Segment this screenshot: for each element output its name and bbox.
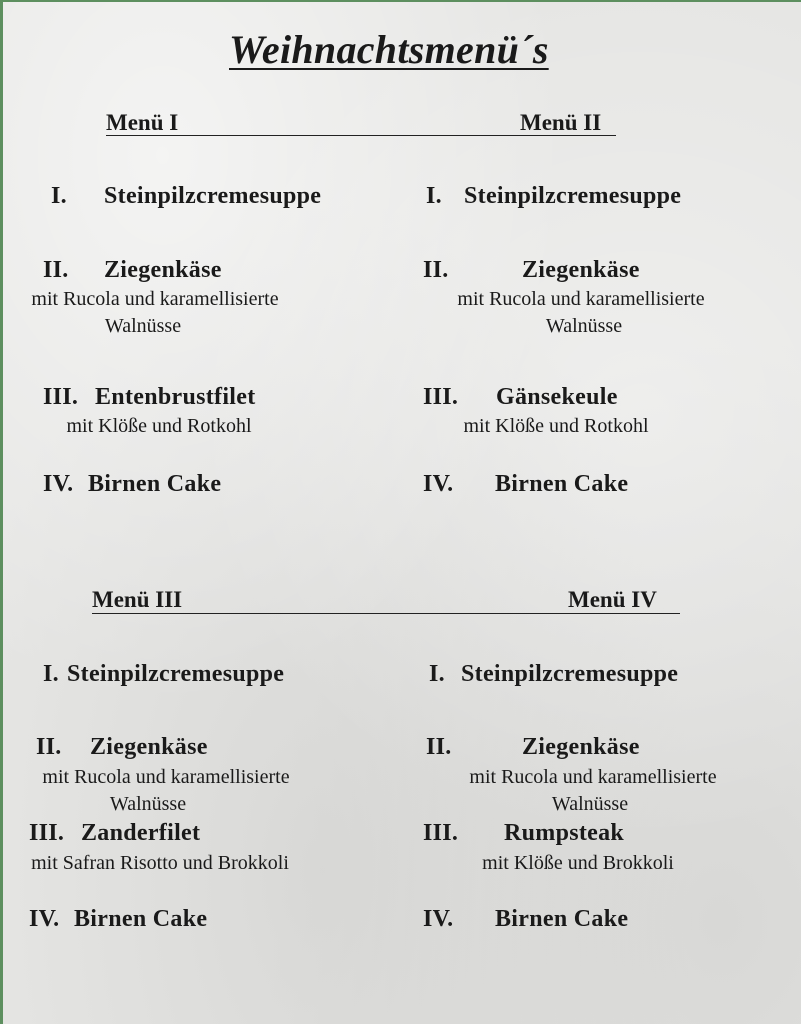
menu-3-course-4-number: IV.	[29, 906, 60, 932]
page-title: Weihnachtsmenü´s	[229, 27, 549, 72]
menu-3-course-3-desc-1: mit Safran Risotto und Brokkoli	[31, 852, 289, 874]
header-rule-bottom	[92, 613, 680, 614]
menu-2-course-2-desc-1: mit Rucola und karamellisierte	[457, 288, 705, 310]
menu-3-header: Menü III	[92, 587, 183, 612]
menu-1-course-1-dish: Steinpilzcremesuppe	[104, 183, 322, 209]
menu-2-course-1-number: I.	[426, 183, 442, 209]
menu-1-course-2-number: II.	[43, 257, 69, 283]
menu-4-course-3-number: III.	[423, 820, 459, 846]
menu-4-course-1-dish: Steinpilzcremesuppe	[461, 661, 679, 687]
menu-4-course-3-dish: Rumpsteak	[504, 820, 625, 846]
menu-2-course-3-desc-1: mit Klöße und Rotkohl	[463, 415, 649, 437]
menu-4-course-2-desc-2: Walnüsse	[551, 793, 629, 815]
menu-1-course-1-number: I.	[51, 183, 67, 209]
menu-4-course-1-number: I.	[429, 661, 445, 687]
menu-2-course-2-dish: Ziegenkäse	[522, 257, 640, 283]
menu-1-course-3-number: III.	[43, 384, 79, 410]
menu-3-course-1-number: I.	[43, 661, 59, 687]
menu-4-course-3-desc-1: mit Klöße und Brokkoli	[482, 852, 674, 874]
menu-3-course-3-number: III.	[29, 820, 65, 846]
menu-1-course-2-desc-1: mit Rucola und karamellisierte	[31, 288, 279, 310]
menu-1-course-4-number: IV.	[43, 471, 74, 497]
menu-1-course-3-dish: Entenbrustfilet	[95, 384, 256, 410]
menu-1-course-2-desc-2: Walnüsse	[104, 315, 182, 337]
header-rule-top	[106, 135, 616, 136]
menu-4-header: Menü IV	[568, 587, 657, 612]
menu-1-course-3-desc-1: mit Klöße und Rotkohl	[66, 415, 252, 437]
menu-2-header: Menü II	[520, 110, 602, 135]
menu-4-course-4-number: IV.	[423, 906, 454, 932]
menu-3-course-3-dish: Zanderfilet	[81, 820, 201, 846]
menu-1-course-2-dish: Ziegenkäse	[104, 257, 222, 283]
menu-2-course-2-desc-2: Walnüsse	[545, 315, 623, 337]
menu-3-course-2-desc-2: Walnüsse	[109, 793, 187, 815]
menu-3-course-2-number: II.	[36, 734, 62, 760]
menu-4-course-2-number: II.	[426, 734, 452, 760]
menu-1-course-4-dish: Birnen Cake	[88, 471, 222, 497]
menu-3-course-2-desc-1: mit Rucola und karamellisierte	[42, 766, 290, 788]
menu-3-course-2-dish: Ziegenkäse	[90, 734, 208, 760]
menu-4-course-2-desc-1: mit Rucola und karamellisierte	[469, 766, 717, 788]
menu-4-course-2-dish: Ziegenkäse	[522, 734, 640, 760]
menu-2-course-3-dish: Gänsekeule	[496, 384, 618, 410]
menu-1-header: Menü I	[106, 110, 179, 135]
menu-3-course-4-dish: Birnen Cake	[74, 906, 208, 932]
menu-3-course-1-dish: Steinpilzcremesuppe	[67, 661, 285, 687]
menu-2-course-3-number: III.	[423, 384, 459, 410]
menu-2-course-2-number: II.	[423, 257, 449, 283]
menu-4-course-4-dish: Birnen Cake	[495, 906, 629, 932]
menu-2-course-4-dish: Birnen Cake	[495, 471, 629, 497]
menu-2-course-1-dish: Steinpilzcremesuppe	[464, 183, 682, 209]
menu-2-course-4-number: IV.	[423, 471, 454, 497]
